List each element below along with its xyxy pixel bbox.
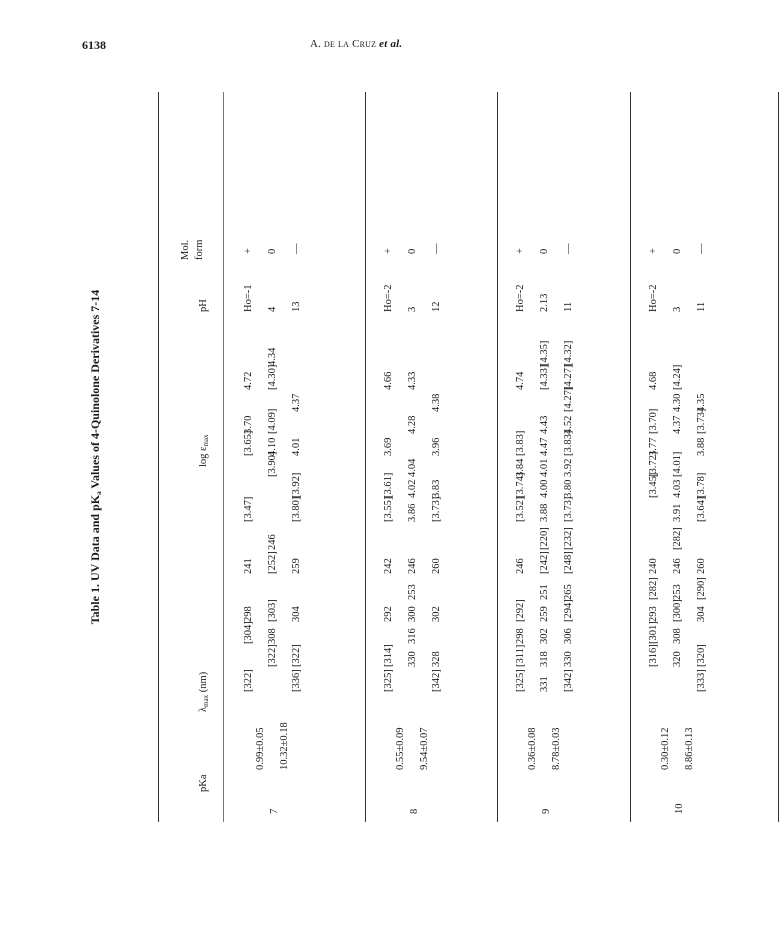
- header-form: form: [194, 239, 205, 260]
- log-value: [3.70]: [648, 408, 659, 434]
- log-value: 4.35: [696, 393, 707, 412]
- log-value: 4.01: [539, 458, 550, 477]
- log-value: 4.28: [407, 415, 418, 434]
- pka-value: 9.54±0.07: [419, 727, 430, 770]
- log-value: 4.30: [672, 393, 683, 412]
- log-value: [3.83]: [515, 430, 526, 456]
- table-rule: [365, 92, 366, 822]
- table-rule: [223, 92, 224, 822]
- ph-value: Ho=-2: [515, 284, 526, 312]
- lambda-value: 330: [407, 651, 418, 667]
- mol-form-value: +: [243, 248, 254, 254]
- mol-form-value: 0: [267, 248, 278, 254]
- lambda-value: [333]: [696, 669, 707, 692]
- log-value: 3.77: [648, 437, 659, 456]
- ph-value: 4: [267, 306, 278, 312]
- log-value: [4.24]: [672, 364, 683, 390]
- rotated-table: [88, 92, 707, 822]
- log-value: [3.73]: [696, 408, 707, 434]
- lambda-value: [301]: [648, 621, 659, 644]
- log-value: [4.27]: [563, 364, 574, 390]
- lambda-value: [342]: [431, 669, 442, 692]
- lambda-value: 298: [243, 606, 254, 622]
- log-value: 4.01: [291, 437, 302, 456]
- lambda-value: 316: [407, 628, 418, 644]
- lambda-value: 331: [539, 676, 550, 692]
- ph-value: Ho=-2: [383, 284, 394, 312]
- header-lambda-unit: (nm): [198, 671, 209, 695]
- log-value: 3.84: [515, 458, 526, 477]
- lambda-value: 308: [672, 628, 683, 644]
- lambda-value: 320: [672, 651, 683, 667]
- log-value: [3.90]: [267, 451, 278, 477]
- lambda-value: [322]: [243, 669, 254, 692]
- lambda-value: [316]: [648, 644, 659, 667]
- pka-value: 0.55±0.09: [395, 727, 406, 770]
- lambda-value: 318: [539, 651, 550, 667]
- caption-label: Table 1.: [88, 584, 102, 625]
- lambda-value: 302: [431, 606, 442, 622]
- header-pka: pKa: [198, 774, 209, 792]
- table-rule: [630, 92, 631, 822]
- lambda-value: [300]: [672, 599, 683, 622]
- lambda-value: [282]: [672, 527, 683, 550]
- lambda-value: 328: [431, 651, 442, 667]
- log-value: [3.74]: [515, 472, 526, 498]
- log-value: 4.34: [267, 347, 278, 366]
- caption-sub: a: [95, 491, 103, 495]
- lambda-value: [242]: [539, 551, 550, 574]
- mol-form-value: —: [696, 243, 707, 254]
- ph-value: 12: [431, 301, 442, 312]
- log-value: 4.02: [407, 479, 418, 498]
- lambda-value: 292: [383, 606, 394, 622]
- lambda-value: [220]: [539, 527, 550, 550]
- lambda-value: 246: [515, 558, 526, 574]
- log-value: 4.52: [563, 415, 574, 434]
- mol-form-value: 0: [672, 248, 683, 254]
- ph-value: 3: [672, 306, 683, 312]
- lambda-value: [282]: [648, 577, 659, 600]
- lambda-value: 242: [383, 558, 394, 574]
- pka-value: 8.78±0.03: [551, 727, 562, 770]
- lambda-value: [322]: [267, 644, 278, 667]
- ph-value: 11: [563, 301, 574, 312]
- mol-form-value: 0: [407, 248, 418, 254]
- ph-value: 2.13: [539, 293, 550, 312]
- mol-form-value: +: [515, 248, 526, 254]
- mol-form-value: +: [648, 248, 659, 254]
- log-value: 4.33: [407, 371, 418, 390]
- lambda-value: [320]: [696, 644, 707, 667]
- mol-form-value: 0: [539, 248, 550, 254]
- lambda-value: 293: [648, 606, 659, 622]
- running-header-author: A. de la Cruz: [310, 38, 377, 50]
- running-header: [310, 38, 402, 50]
- mol-form-value: —: [431, 243, 442, 254]
- table-rule: [497, 92, 498, 822]
- lambda-value: 330: [563, 651, 574, 667]
- lambda-value: 259: [539, 606, 550, 622]
- log-value: [3.80]: [291, 496, 302, 522]
- lambda-value: 308: [267, 628, 278, 644]
- header-lambda: [198, 672, 210, 712]
- mol-form-value: +: [383, 248, 394, 254]
- pka-value: 0.30±0.12: [660, 727, 671, 770]
- lambda-value: 259: [291, 558, 302, 574]
- lambda-value: 253: [407, 584, 418, 600]
- log-value: [4.27]: [563, 386, 574, 412]
- log-value: 3.80: [563, 479, 574, 498]
- lambda-value: [314]: [383, 644, 394, 667]
- log-value: 4.72: [243, 371, 254, 390]
- running-header-etal: et al.: [379, 38, 403, 50]
- ph-value: Ho=-1: [243, 284, 254, 312]
- lambda-value: 304: [696, 606, 707, 622]
- log-value: 4.43: [539, 415, 550, 434]
- page-number: 6138: [82, 38, 106, 52]
- log-value: 4.74: [515, 371, 526, 390]
- lambda-value: 241: [243, 558, 254, 574]
- lambda-value: [248]: [563, 551, 574, 574]
- lambda-value: [325]: [383, 669, 394, 692]
- lambda-value: 251: [539, 584, 550, 600]
- log-value: [3.83]: [563, 430, 574, 456]
- header-log: [198, 434, 210, 467]
- header-log-sub: max: [202, 434, 210, 447]
- lambda-value: 260: [431, 558, 442, 574]
- header-log-symbol: log ε: [198, 446, 209, 467]
- lambda-value: [303]: [267, 599, 278, 622]
- log-value: [3.64]: [696, 496, 707, 522]
- log-value: [4.32]: [563, 340, 574, 366]
- log-value: [3.55]: [383, 496, 394, 522]
- log-value: 4.04: [407, 458, 418, 477]
- log-value: [3.72]: [648, 451, 659, 477]
- log-value: [3.73]: [431, 496, 442, 522]
- table-caption: [88, 92, 103, 822]
- compound-number: 9: [541, 808, 552, 814]
- log-value: 3.88: [696, 437, 707, 456]
- log-value: 3.70: [243, 415, 254, 434]
- ph-value: 13: [291, 301, 302, 312]
- log-value: [4.30]: [267, 364, 278, 390]
- ph-value: 11: [696, 301, 707, 312]
- log-value: [3.61]: [383, 472, 394, 498]
- mol-form-value: —: [291, 243, 302, 254]
- lambda-value: 246: [672, 558, 683, 574]
- log-value: 3.91: [672, 503, 683, 522]
- compound-number: 10: [674, 803, 685, 814]
- lambda-value: 304: [291, 606, 302, 622]
- log-value: [3.65]: [243, 430, 254, 456]
- compound-number: 7: [269, 808, 280, 814]
- lambda-value: [342]: [563, 669, 574, 692]
- log-value: 4.37: [672, 415, 683, 434]
- lambda-value: [292]: [515, 599, 526, 622]
- log-value: [3.47]: [243, 496, 254, 522]
- lambda-value: [336]: [291, 669, 302, 692]
- header-lambda-symbol: λ: [198, 706, 209, 712]
- log-value: 4.10: [267, 437, 278, 456]
- lambda-value: [252]: [267, 551, 278, 574]
- log-value: [3.78]: [696, 472, 707, 498]
- lambda-value: [290]: [696, 577, 707, 600]
- table-rule: [158, 92, 159, 822]
- lambda-value: 306: [563, 628, 574, 644]
- log-value: 4.68: [648, 371, 659, 390]
- caption-text: UV Data and pK: [88, 494, 102, 582]
- mol-form-value: —: [563, 243, 574, 254]
- log-value: [4.01]: [672, 451, 683, 477]
- lambda-value: 265: [563, 584, 574, 600]
- log-value: 3.69: [383, 437, 394, 456]
- log-value: [4.09]: [267, 408, 278, 434]
- lambda-value: 246: [267, 534, 278, 550]
- log-value: 4.66: [383, 371, 394, 390]
- pka-value: 10.32±0.18: [279, 722, 290, 770]
- log-value: 3.83: [431, 479, 442, 498]
- lambda-value: 253: [672, 584, 683, 600]
- header-mol: Mol.: [180, 239, 191, 260]
- compound-number: 8: [409, 808, 420, 814]
- ph-value: Ho=-2: [648, 284, 659, 312]
- log-value: 4.47: [539, 437, 550, 456]
- pka-value: 0.36±0.08: [527, 727, 538, 770]
- lambda-value: 240: [648, 558, 659, 574]
- log-value: [4.33]: [539, 364, 550, 390]
- log-value: 3.86: [407, 503, 418, 522]
- log-value: 4.00: [539, 479, 550, 498]
- lambda-value: [322]: [291, 644, 302, 667]
- lambda-value: [232]: [563, 527, 574, 550]
- header-ph: pH: [198, 299, 209, 312]
- lambda-value: 246: [407, 558, 418, 574]
- lambda-value: [311]: [515, 644, 526, 667]
- lambda-value: 260: [696, 558, 707, 574]
- header-lambda-sub: max: [202, 694, 210, 707]
- pka-value: 8.86±0.13: [684, 727, 695, 770]
- log-value: 3.92: [563, 458, 574, 477]
- log-value: 3.88: [539, 503, 550, 522]
- log-value: 4.37: [291, 393, 302, 412]
- log-value: 4.03: [672, 479, 683, 498]
- lambda-value: 298: [515, 628, 526, 644]
- lambda-value: 302: [539, 628, 550, 644]
- log-value: [3.45]: [648, 472, 659, 498]
- lambda-value: [325]: [515, 669, 526, 692]
- lambda-value: [294]: [563, 599, 574, 622]
- log-value: [3.92]: [291, 472, 302, 498]
- log-value: 4.38: [431, 393, 442, 412]
- log-value: [4.35]: [539, 340, 550, 366]
- log-value: [3.73]: [563, 496, 574, 522]
- caption-rest: Values of 4-Quinolone Derivatives 7-14: [88, 289, 102, 489]
- log-value: [3.52]: [515, 496, 526, 522]
- log-value: 3.96: [431, 437, 442, 456]
- lambda-value: [304]: [243, 621, 254, 644]
- ph-value: 3: [407, 306, 418, 312]
- lambda-value: 300: [407, 606, 418, 622]
- pka-value: 0.99±0.05: [255, 727, 266, 770]
